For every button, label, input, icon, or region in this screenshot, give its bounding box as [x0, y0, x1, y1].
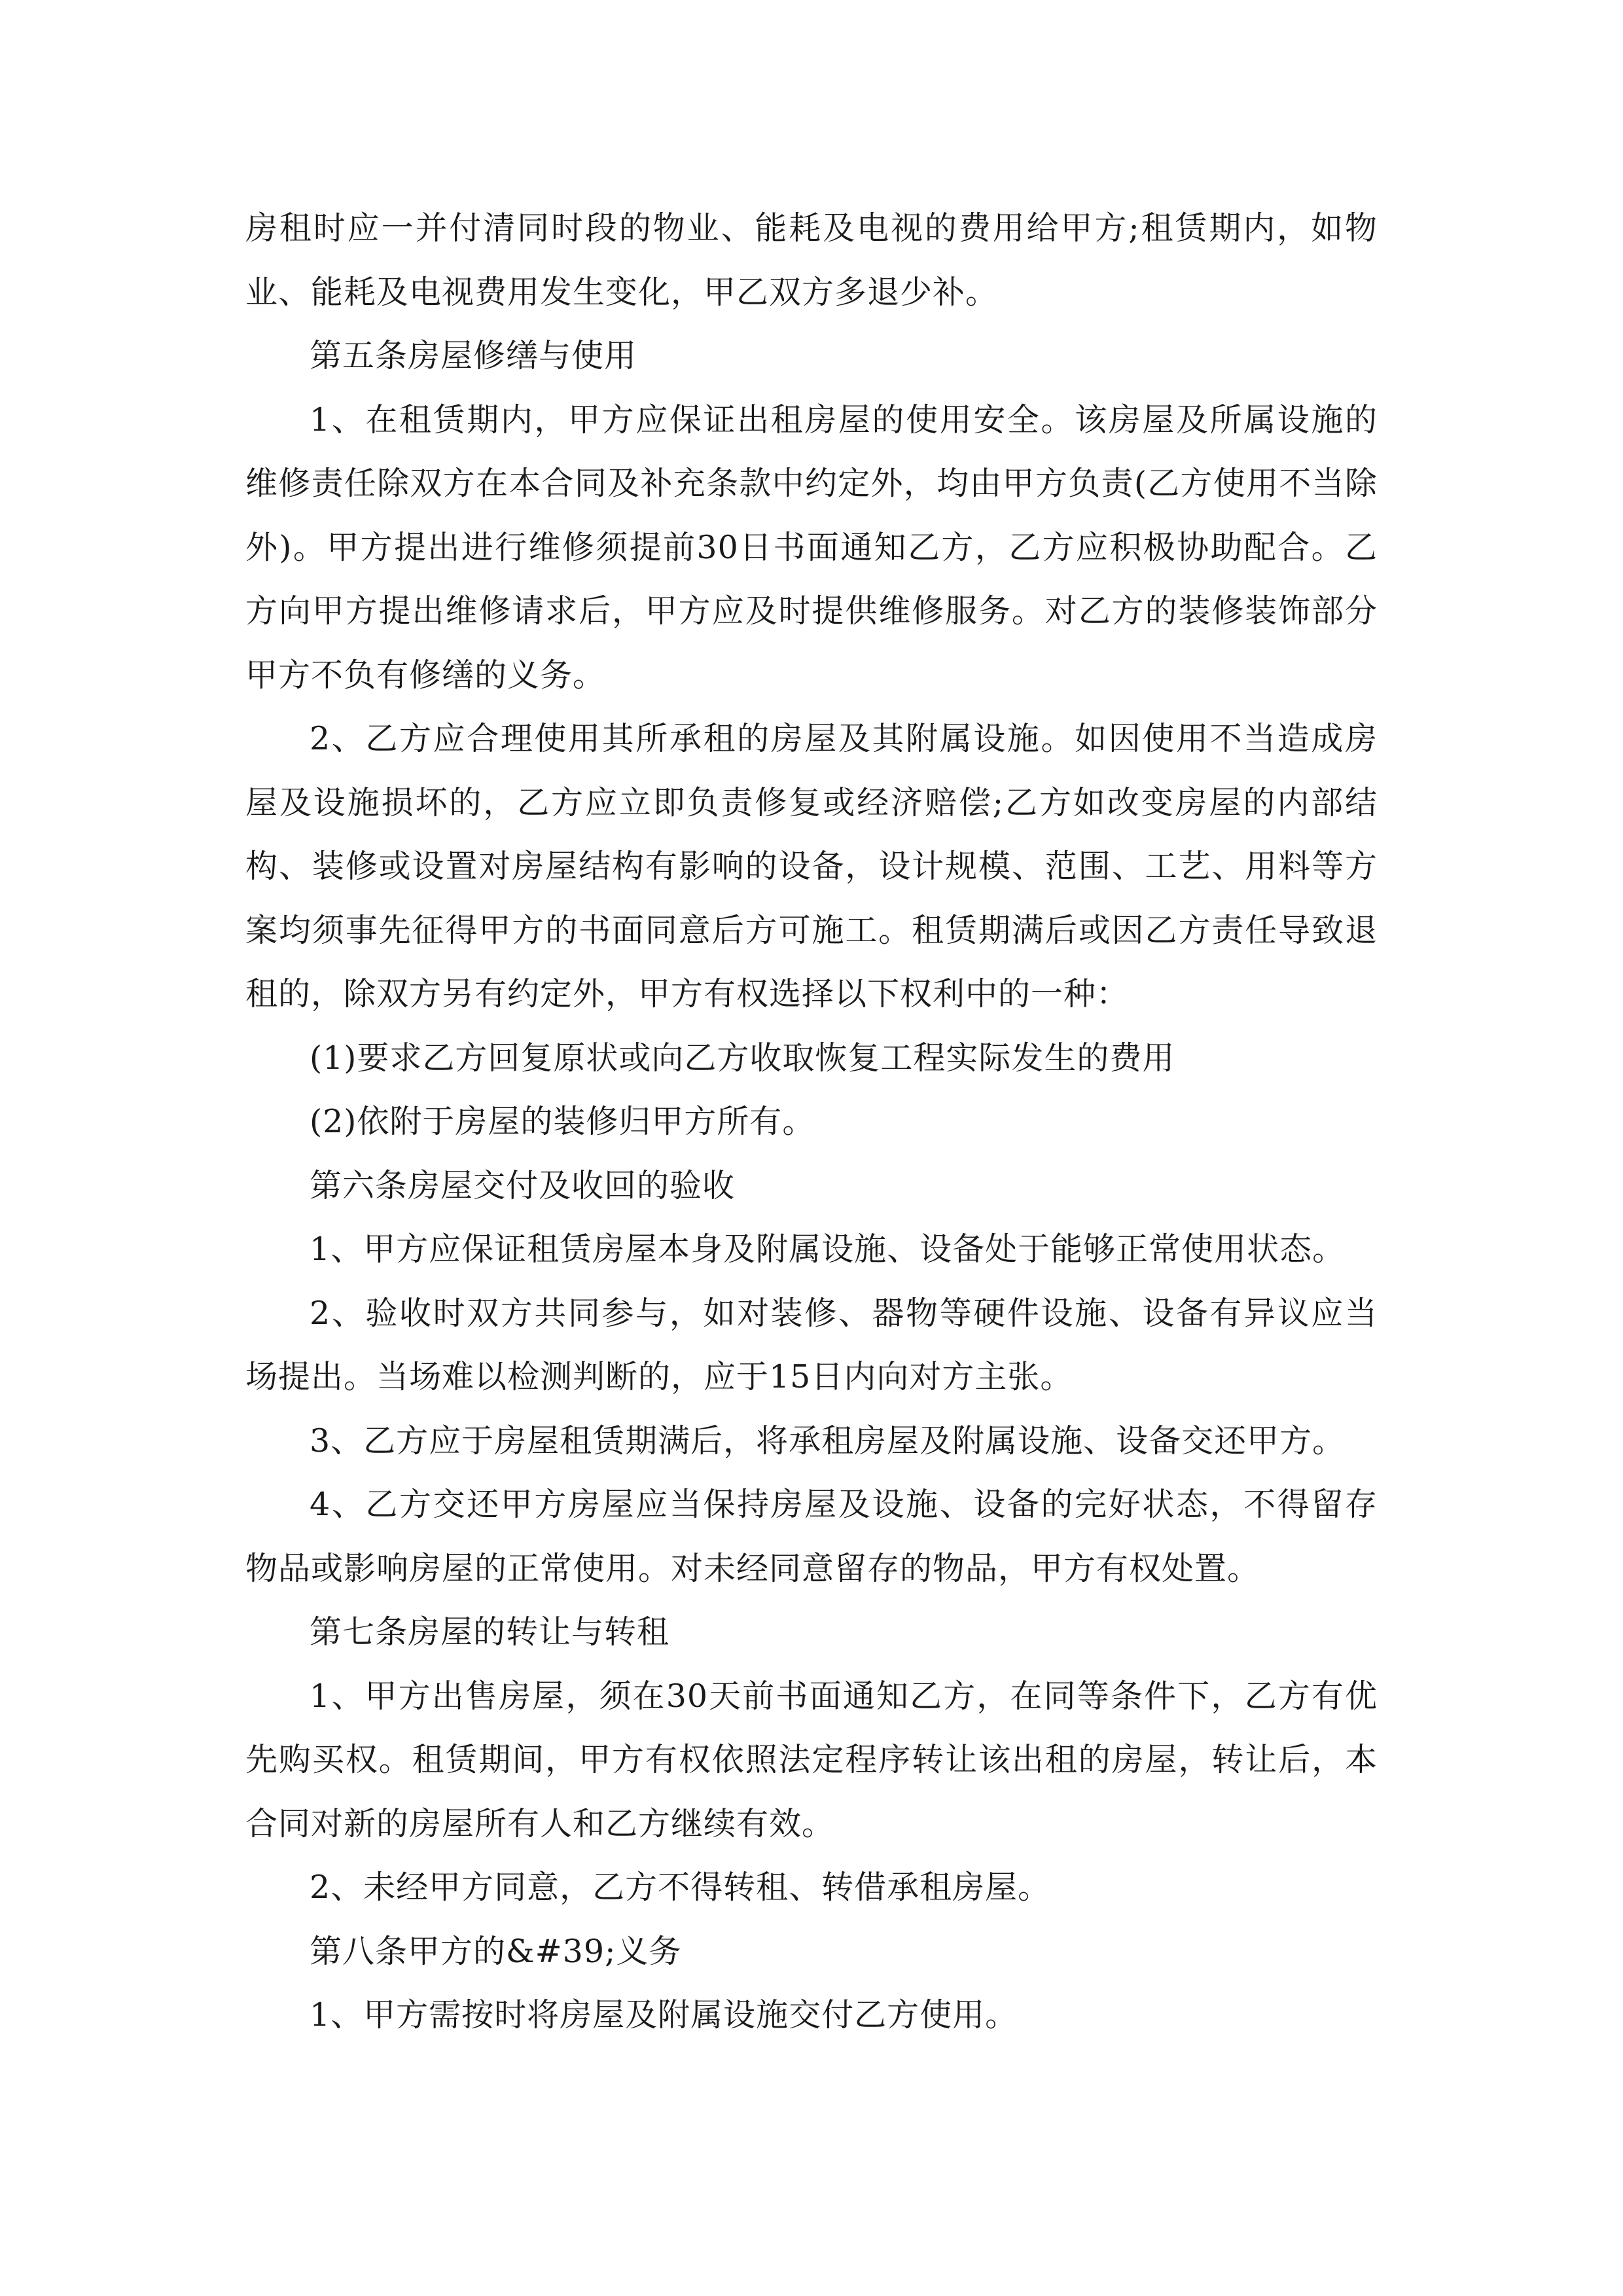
- paragraph-6-2: 2、验收时双方共同参与，如对装修、器物等硬件设施、设备有异议应当场提出。当场难以检测判断的，应于15日内向对方主张。: [245, 1294, 1378, 1395]
- paragraph-7-1: 1、甲方出售房屋，须在30天前书面通知乙方，在同等条件下，乙方有优先购买权。租赁期间，甲方有权依照法定程序转让该出租的房屋，转让后，本合同对新的房屋所有人和乙方继续有效。: [245, 1677, 1378, 1842]
- paragraph-5-2: 2、乙方应合理使用其所承租的房屋及其附属设施。如因使用不当造成房屋及设施损坏的，乙方应立即负责修复或经济赔偿;乙方如改变房屋的内部结构、装修或设置对房屋结构有影响的设备，设计规模、范围、工艺、用料等方案均须事先征得甲方的书面同意后方可施工。租赁期满后或因乙方责任导致退租的，除双方另有约定外，甲方有权选择以下权利中的一种：: [245, 720, 1378, 1013]
- section-heading-article-7: 第七条房屋的转让与转租: [310, 1613, 670, 1651]
- paragraph-6-3: 3、乙方应于房屋租赁期满后，将承租房屋及附属设施、设备交还甲方。: [310, 1422, 1346, 1460]
- paragraph-6-1: 1、甲方应保证租赁房屋本身及附属设施、设备处于能够正常使用状态。: [310, 1230, 1346, 1268]
- document-body: [245, 196, 1378, 2047]
- paragraph-5-2-option-2: (2)依附于房屋的装修归甲方所有。: [310, 1103, 815, 1140]
- paragraph-8-1: 1、甲方需按时将房屋及附属设施交付乙方使用。: [310, 1996, 1018, 2034]
- section-heading-article-8: 第八条甲方的&#39;义务: [310, 1932, 682, 1970]
- paragraph-7-2: 2、未经甲方同意，乙方不得转租、转借承租房屋。: [310, 1869, 1051, 1906]
- paragraph-5-1: 1、在租赁期内，甲方应保证出租房屋的使用安全。该房屋及所属设施的维修责任除双方在本合同及补充条款中约定外，均由甲方负责(乙方使用不当除外)。甲方提出进行维修须提前30日书面通知乙方，乙方应积极协助配合。乙方向甲方提出维修请求后，甲方应及时提供维修服务。对乙方的装修装饰部分甲方不负有修缮的义务。: [245, 401, 1378, 694]
- section-heading-article-5: 第五条房屋修缮与使用: [310, 337, 637, 374]
- section-heading-article-6: 第六条房屋交付及收回的验收: [310, 1166, 736, 1204]
- paragraph-6-4: 4、乙方交还甲方房屋应当保持房屋及设施、设备的完好状态，不得留存物品或影响房屋的正常使用。对未经同意留存的物品，甲方有权处置。: [245, 1486, 1378, 1587]
- paragraph-5-2-option-1: (1)要求乙方回复原状或向乙方收取恢复工程实际发生的费用: [310, 1039, 1175, 1077]
- paragraph-fee-settlement: 房租时应一并付清同时段的物业、能耗及电视的费用给甲方;租赁期内，如物业、能耗及电视费用发生变化，甲乙双方多退少补。: [245, 209, 1378, 311]
